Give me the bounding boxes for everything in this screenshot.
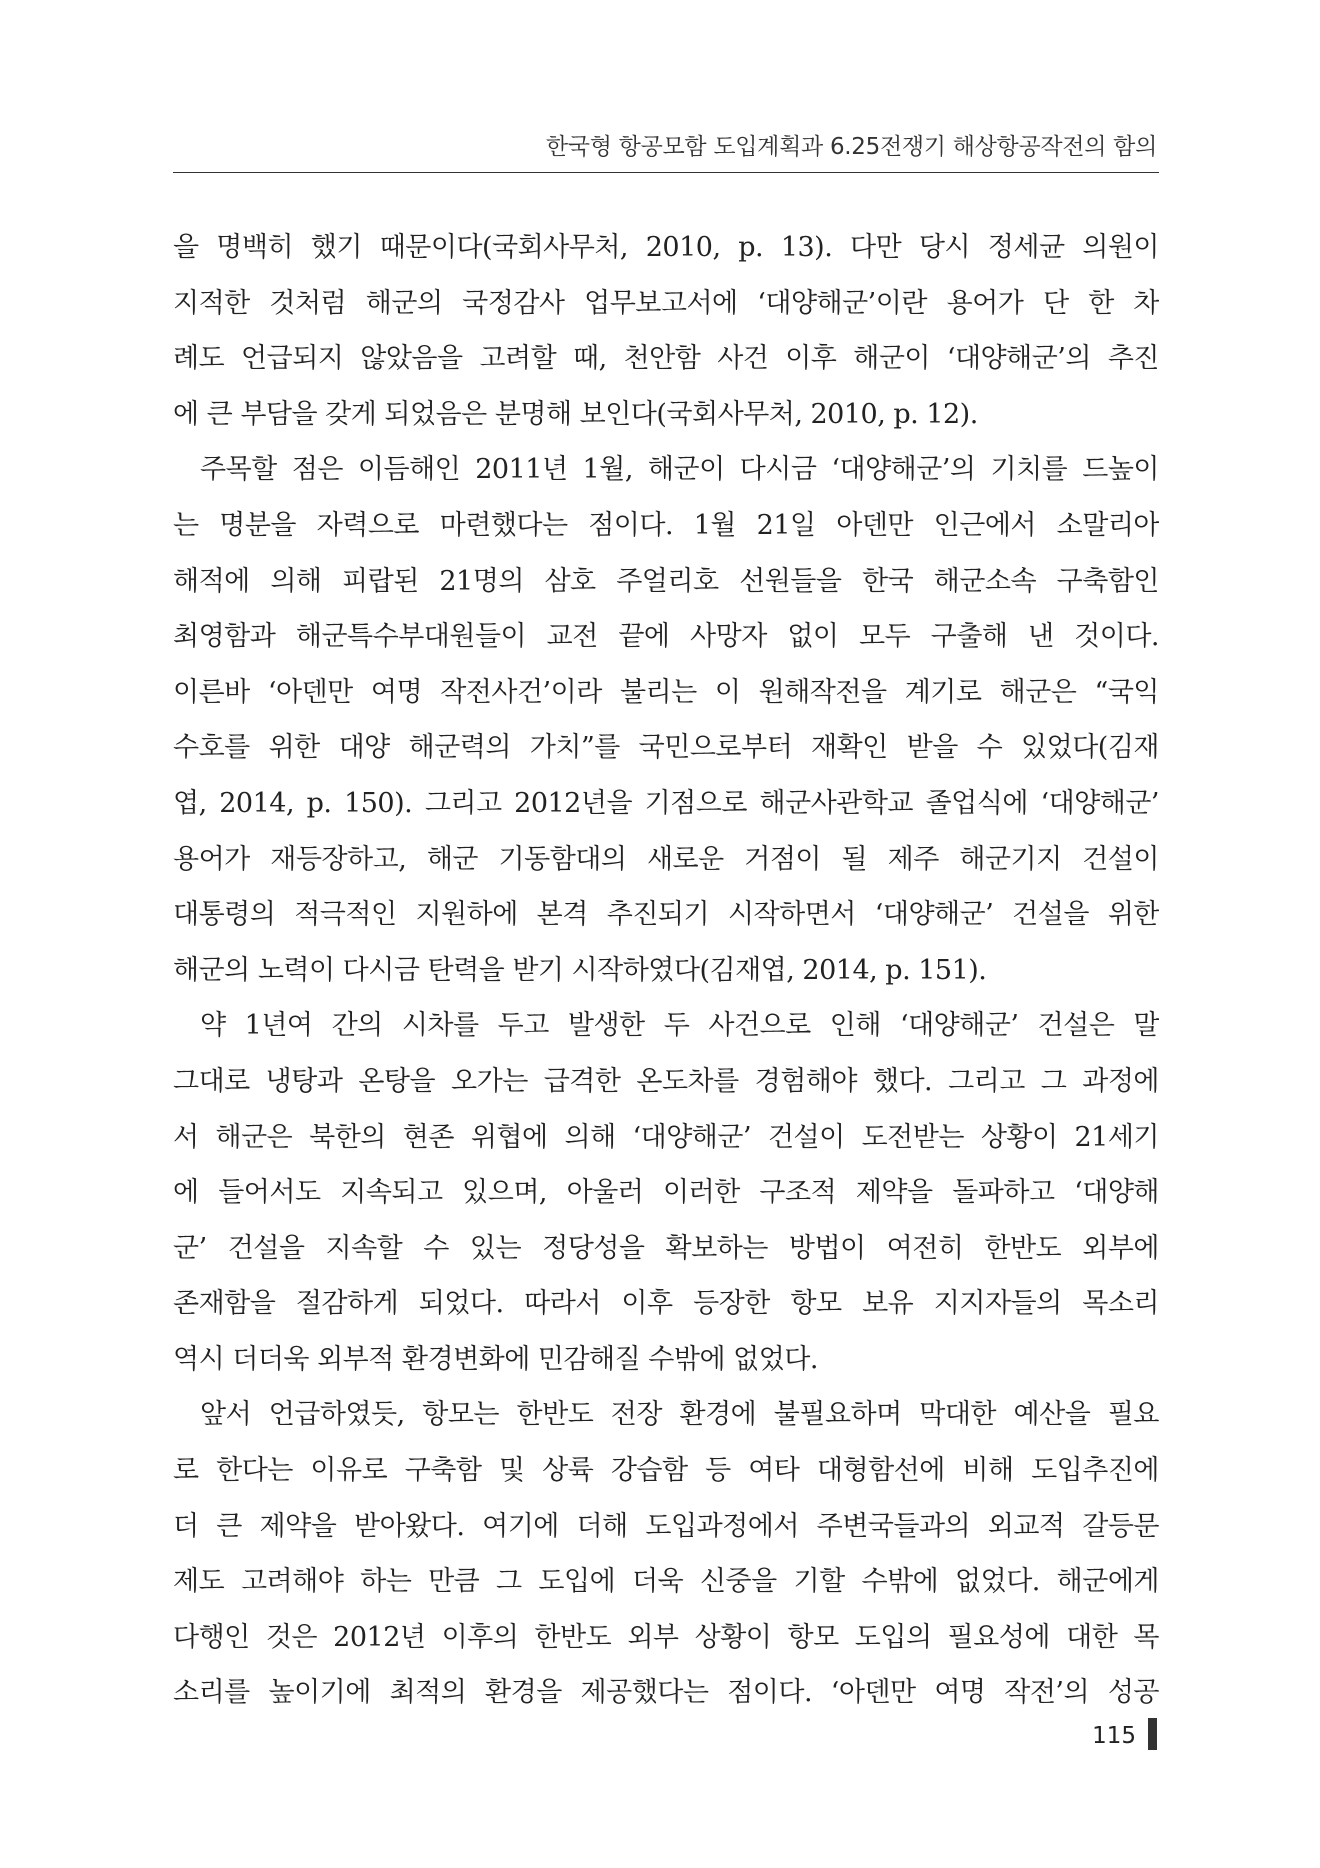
page-number: 115: [1092, 1723, 1136, 1749]
header-divider: [173, 172, 1159, 173]
text-line: 례도 언급되지 않았음을 고려할 때, 천안함 사건 이후 해군이 ‘대양해군’의 추진: [173, 343, 1159, 375]
body-text: [173, 220, 1159, 1721]
text-line: 지적한 것처럼 해군의 국정감사 업무보고서에 ‘대양해군’이란 용어가 단 한 차: [173, 287, 1159, 319]
text-line: 소리를 높이기에 최적의 환경을 제공했다는 점이다. ‘아덴만 여명 작전’의 성공: [173, 1677, 1159, 1709]
running-header: 한국형 항공모함 도입계획과 6.25전쟁기 해상항공작전의 함의: [545, 134, 1157, 160]
text-line: 주목할 점은 이듬해인 2011년 1월, 해군이 다시금 ‘대양해군’의 기치를 드높이: [200, 454, 1159, 486]
text-line: 최영함과 해군특수부대원들이 교전 끝에 사망자 없이 모두 구출해 낸 것이다.: [173, 621, 1159, 653]
text-line: 앞서 언급하였듯, 항모는 한반도 전장 환경에 불필요하며 막대한 예산을 필요: [200, 1399, 1159, 1431]
text-line: 그대로 냉탕과 온탕을 오가는 급격한 온도차를 경험해야 했다. 그리고 그 과정에: [173, 1065, 1159, 1097]
text-line: 더 큰 제약을 받아왔다. 여기에 더해 도입과정에서 주변국들과의 외교적 갈등문: [173, 1510, 1159, 1542]
text-line: 다행인 것은 2012년 이후의 한반도 외부 상황이 항모 도입의 필요성에 대한 목: [173, 1621, 1159, 1653]
text-line: 는 명분을 자력으로 마련했다는 점이다. 1월 21일 아덴만 인근에서 소말리아: [173, 509, 1159, 541]
text-line: 에 들어서도 지속되고 있으며, 아울러 이러한 구조적 제약을 돌파하고 ‘대양해: [173, 1177, 1159, 1209]
text-line: 해적에 의해 피랍된 21명의 삼호 주얼리호 선원들을 한국 해군소속 구축함인: [173, 565, 1159, 597]
text-line: 존재함을 절감하게 되었다. 따라서 이후 등장한 항모 보유 지지자들의 목소리: [173, 1288, 1159, 1320]
page-number-bar: [1148, 1718, 1157, 1750]
text-line: 제도 고려해야 하는 만큼 그 도입에 더욱 신중을 기할 수밖에 없었다. 해군에게: [173, 1566, 1159, 1598]
text-line: 수호를 위한 대양 해군력의 가치”를 국민으로부터 재확인 받을 수 있었다(김재: [173, 732, 1159, 764]
text-line: 엽, 2014, p. 150). 그리고 2012년을 기점으로 해군사관학교 졸업식에 ‘대양해군’: [173, 787, 1159, 819]
text-line: 로 한다는 이유로 구축함 및 상륙 강습함 등 여타 대형함선에 비해 도입추진에: [173, 1455, 1159, 1487]
text-line: 군’ 건설을 지속할 수 있는 정당성을 확보하는 방법이 여전히 한반도 외부에: [173, 1232, 1159, 1264]
text-line: 대통령의 적극적인 지원하에 본격 추진되기 시작하면서 ‘대양해군’ 건설을 위한: [173, 899, 1159, 931]
text-line: 해군의 노력이 다시금 탄력을 받기 시작하였다(김재엽, 2014, p. 151).: [173, 954, 987, 986]
text-line: 약 1년여 간의 시차를 두고 발생한 두 사건으로 인해 ‘대양해군’ 건설은 말: [200, 1010, 1159, 1042]
text-line: 을 명백히 했기 때문이다(국회사무처, 2010, p. 13). 다만 당시 정세균 의원이: [173, 232, 1159, 263]
text-line: 이른바 ‘아덴만 여명 작전사건’이라 불리는 이 원해작전을 계기로 해군은 “국익: [173, 676, 1159, 708]
text-line: 에 큰 부담을 갖게 되었음은 분명해 보인다(국회사무처, 2010, p. 12).: [173, 398, 978, 430]
text-line: 용어가 재등장하고, 해군 기동함대의 새로운 거점이 될 제주 해군기지 건설이: [173, 843, 1159, 875]
text-line: 역시 더더욱 외부적 환경변화에 민감해질 수밖에 없었다.: [173, 1343, 818, 1375]
text-line: 서 해군은 북한의 현존 위협에 의해 ‘대양해군’ 건설이 도전받는 상황이 21세기: [173, 1121, 1159, 1153]
